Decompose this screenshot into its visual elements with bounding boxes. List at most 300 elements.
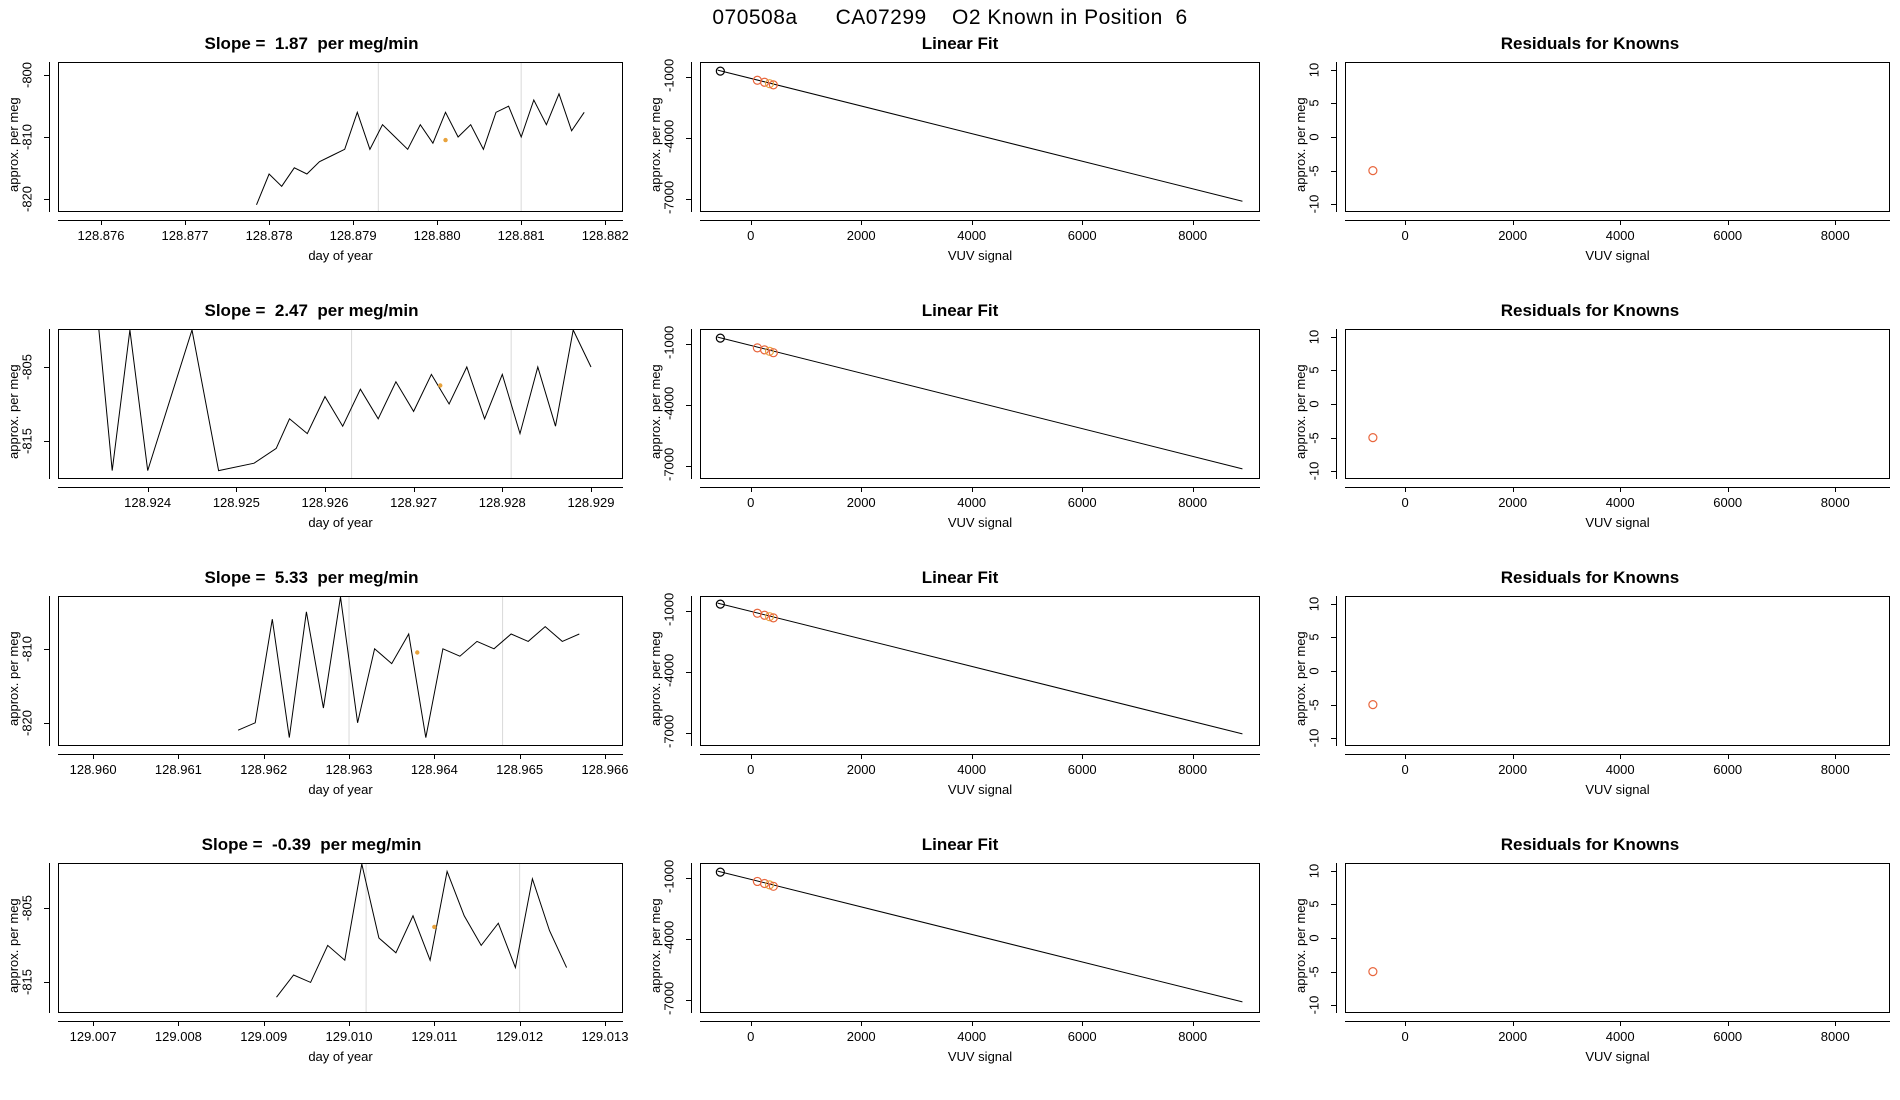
x-axis-label: VUV signal: [947, 248, 1013, 263]
y-tick-label: -1000: [661, 859, 677, 894]
panel-row1-residuals: [1280, 30, 1900, 297]
y-tick-label: -5: [1306, 164, 1322, 177]
x-tick: [591, 487, 592, 492]
x-axis-label: day of year: [308, 515, 373, 530]
y-axis: [1336, 596, 1337, 746]
y-tick-label: -4000: [661, 920, 677, 954]
page-title: 070508a CA07299 O2 Known in Position 6: [712, 6, 1188, 29]
x-tick-label: 129.007: [69, 1029, 117, 1044]
plot-area-row4-fit: [700, 863, 1260, 1013]
x-tick: [437, 220, 438, 225]
x-axis-label: day of year: [308, 1049, 373, 1064]
y-axis: [1336, 329, 1337, 479]
x-tick: [861, 1021, 862, 1026]
x-tick: [148, 487, 149, 492]
panel-row2-fit: [640, 297, 1280, 564]
y-tick-label: -10: [1306, 728, 1322, 748]
x-tick: [1513, 487, 1514, 492]
x-tick-label: 2000: [846, 1029, 876, 1044]
x-tick-label: 6000: [1067, 228, 1097, 243]
x-tick-label: 0: [747, 228, 755, 243]
x-tick-label: 6000: [1067, 762, 1097, 777]
y-tick-label: 0: [1306, 667, 1322, 675]
y-tick: [44, 367, 49, 368]
x-tick: [1082, 487, 1083, 492]
x-tick-label: 8000: [1820, 228, 1850, 243]
panel-title: Residuals for Knowns: [1500, 835, 1680, 854]
x-axis: [58, 220, 623, 221]
plot-grid: [0, 30, 1900, 1100]
x-tick: [1513, 754, 1514, 759]
y-tick: [1331, 637, 1336, 638]
x-tick-label: 128.927: [390, 495, 438, 510]
x-tick-label: 128.929: [567, 495, 615, 510]
x-tick: [1193, 1021, 1194, 1026]
plot-canvas: [59, 597, 622, 745]
x-tick-label: 6000: [1067, 1029, 1097, 1044]
y-axis: [49, 863, 50, 1013]
panel-title: Residuals for Knowns: [1500, 301, 1680, 320]
x-axis-label: VUV signal: [947, 515, 1013, 530]
panel-row4-residuals: [1280, 831, 1900, 1098]
x-tick: [93, 754, 94, 759]
y-tick-label: -7000: [661, 447, 677, 481]
x-tick: [1835, 1021, 1836, 1026]
panel-title: Linear Fit: [921, 301, 999, 320]
x-tick-label: 129.009: [240, 1029, 288, 1044]
y-tick-label: -1000: [661, 325, 677, 360]
x-tick: [1082, 754, 1083, 759]
plot-canvas: [1346, 864, 1889, 1012]
y-axis: [1336, 62, 1337, 212]
x-tick-label: 4000: [957, 1029, 987, 1044]
plot-canvas: [1346, 597, 1889, 745]
x-tick-label: 128.882: [581, 228, 629, 243]
y-tick: [44, 441, 49, 442]
x-tick-label: 4000: [957, 495, 987, 510]
x-axis: [1345, 754, 1890, 755]
y-axis-label: approx. per meg: [6, 898, 21, 993]
y-tick: [686, 878, 691, 879]
x-tick: [1620, 487, 1621, 492]
x-tick: [1405, 487, 1406, 492]
x-tick: [1405, 220, 1406, 225]
x-tick-label: 128.877: [161, 228, 209, 243]
plot-area-row2-timeseries: [58, 329, 623, 479]
y-tick-label: -7000: [661, 714, 677, 748]
y-tick: [686, 466, 691, 467]
panel-row1-timeseries: [0, 30, 640, 297]
x-tick-label: 2000: [1498, 762, 1528, 777]
y-tick-label: 0: [1306, 133, 1322, 141]
y-tick: [686, 733, 691, 734]
plot-canvas: [701, 597, 1259, 745]
x-tick-label: 0: [1401, 495, 1409, 510]
y-tick: [1331, 671, 1336, 672]
panel-title: Slope = 1.87 per meg/min: [204, 34, 419, 53]
x-axis: [1345, 1021, 1890, 1022]
x-tick: [264, 1021, 265, 1026]
y-tick: [1331, 70, 1336, 71]
x-tick-label: 4000: [957, 228, 987, 243]
y-tick: [44, 649, 49, 650]
y-tick-label: -800: [19, 62, 35, 89]
y-tick: [686, 138, 691, 139]
x-tick-label: 2000: [1498, 495, 1528, 510]
y-tick: [1331, 137, 1336, 138]
y-tick-label: -805: [19, 353, 35, 381]
y-tick-label: -5: [1306, 698, 1322, 711]
panel-title: Slope = 2.47 per meg/min: [204, 301, 419, 320]
y-tick-label: -810: [19, 635, 35, 662]
x-tick-label: 0: [747, 495, 755, 510]
x-tick-label: 6000: [1067, 495, 1097, 510]
y-tick: [44, 199, 49, 200]
y-tick-label: -4000: [661, 119, 677, 153]
y-tick-label: 0: [1306, 934, 1322, 942]
x-tick: [1620, 1021, 1621, 1026]
x-tick-label: 128.925: [212, 495, 260, 510]
y-tick-label: 10: [1306, 62, 1322, 77]
x-tick: [1728, 1021, 1729, 1026]
x-tick-label: 128.926: [301, 495, 349, 510]
x-tick: [1620, 220, 1621, 225]
x-tick-label: 129.008: [154, 1029, 202, 1044]
y-axis: [49, 62, 50, 212]
y-tick: [686, 1000, 691, 1001]
plot-canvas: [59, 63, 622, 211]
x-tick: [751, 220, 752, 225]
x-tick-label: 8000: [1820, 1029, 1850, 1044]
y-axis-label: approx. per meg: [1293, 364, 1308, 459]
x-tick-label: 8000: [1178, 762, 1208, 777]
x-tick: [1193, 754, 1194, 759]
x-tick: [1405, 754, 1406, 759]
y-tick: [44, 723, 49, 724]
y-tick: [44, 982, 49, 983]
panel-row4-fit: [640, 831, 1280, 1098]
x-tick-label: 128.960: [69, 762, 117, 777]
x-axis-label: VUV signal: [1585, 248, 1650, 263]
y-tick: [686, 672, 691, 673]
y-tick-label: -7000: [661, 180, 677, 214]
x-axis: [58, 1021, 623, 1022]
y-tick: [686, 77, 691, 78]
y-tick-label: 10: [1306, 596, 1322, 611]
x-tick: [349, 1021, 350, 1026]
x-tick: [325, 487, 326, 492]
plot-row: [0, 297, 1900, 564]
panel-row2-timeseries: [0, 297, 640, 564]
y-axis: [49, 329, 50, 479]
y-tick: [1331, 904, 1336, 905]
x-tick: [1835, 487, 1836, 492]
x-tick-label: 0: [1401, 228, 1409, 243]
y-tick: [1331, 471, 1336, 472]
x-tick: [1193, 220, 1194, 225]
x-tick: [1513, 1021, 1514, 1026]
x-tick: [178, 754, 179, 759]
x-tick: [1728, 220, 1729, 225]
x-tick: [972, 1021, 973, 1026]
panel-row3-timeseries: [0, 564, 640, 831]
x-tick-label: 0: [747, 762, 755, 777]
x-tick: [1620, 754, 1621, 759]
x-tick-label: 2000: [1498, 228, 1528, 243]
x-tick-label: 4000: [1605, 228, 1635, 243]
y-tick: [1331, 404, 1336, 405]
x-tick-label: 8000: [1178, 1029, 1208, 1044]
plot-area-row2-fit: [700, 329, 1260, 479]
x-tick: [861, 487, 862, 492]
x-tick: [751, 754, 752, 759]
x-tick-label: 6000: [1713, 495, 1743, 510]
y-tick-label: -1000: [661, 592, 677, 627]
panel-row4-timeseries: [0, 831, 640, 1098]
y-tick-label: -820: [19, 185, 35, 212]
x-tick-label: 128.964: [410, 762, 458, 777]
x-axis-label: day of year: [308, 782, 373, 797]
y-tick-label: -5: [1306, 431, 1322, 444]
x-tick: [972, 754, 973, 759]
panel-title: Slope = -0.39 per meg/min: [201, 835, 422, 854]
x-axis-label: VUV signal: [1585, 1049, 1650, 1064]
x-tick: [414, 487, 415, 492]
y-tick: [44, 75, 49, 76]
y-tick: [1331, 171, 1336, 172]
y-tick: [686, 344, 691, 345]
x-tick: [93, 1021, 94, 1026]
x-tick-label: 2000: [846, 762, 876, 777]
x-axis-label: VUV signal: [1585, 782, 1650, 797]
y-tick-label: -5: [1306, 965, 1322, 978]
y-tick: [44, 137, 49, 138]
x-tick: [502, 487, 503, 492]
x-tick-label: 4000: [1605, 762, 1635, 777]
x-tick-label: 129.013: [581, 1029, 629, 1044]
plot-area-row4-residuals: [1345, 863, 1890, 1013]
x-tick-label: 8000: [1820, 762, 1850, 777]
x-tick-label: 128.961: [154, 762, 202, 777]
y-tick: [1331, 1005, 1336, 1006]
y-axis: [691, 329, 692, 479]
y-tick-label: -4000: [661, 386, 677, 420]
y-axis: [691, 596, 692, 746]
plot-canvas: [1346, 63, 1889, 211]
x-tick: [178, 1021, 179, 1026]
y-axis: [1336, 863, 1337, 1013]
x-tick: [264, 754, 265, 759]
x-tick: [101, 220, 102, 225]
x-tick-label: 6000: [1713, 762, 1743, 777]
x-axis-label: day of year: [308, 248, 373, 263]
x-tick: [1728, 487, 1729, 492]
y-axis-label: approx. per meg: [648, 97, 663, 192]
y-tick: [1331, 972, 1336, 973]
y-tick: [1331, 938, 1336, 939]
x-tick-label: 6000: [1713, 228, 1743, 243]
y-axis-label: approx. per meg: [648, 631, 663, 726]
panel-title: Slope = 5.33 per meg/min: [204, 568, 419, 587]
y-axis-label: approx. per meg: [648, 364, 663, 459]
y-tick-label: -815: [19, 427, 35, 455]
x-tick-label: 2000: [1498, 1029, 1528, 1044]
y-axis-label: approx. per meg: [1293, 97, 1308, 192]
x-tick-label: 2000: [846, 228, 876, 243]
y-tick: [1331, 204, 1336, 205]
panel-title: Residuals for Knowns: [1500, 34, 1680, 53]
y-axis-label: approx. per meg: [648, 898, 663, 993]
x-tick-label: 2000: [846, 495, 876, 510]
y-tick-label: 5: [1306, 366, 1322, 374]
x-tick: [972, 220, 973, 225]
x-tick-label: 8000: [1820, 495, 1850, 510]
plot-canvas: [701, 63, 1259, 211]
x-tick: [861, 220, 862, 225]
panel-title: Linear Fit: [921, 34, 999, 53]
x-tick-label: 128.924: [124, 495, 172, 510]
plot-area-row2-residuals: [1345, 329, 1890, 479]
x-tick: [751, 487, 752, 492]
x-tick: [1082, 1021, 1083, 1026]
plot-area-row3-residuals: [1345, 596, 1890, 746]
y-axis: [691, 863, 692, 1013]
x-tick: [1728, 754, 1729, 759]
x-tick: [751, 1021, 752, 1026]
x-tick-label: 0: [1401, 1029, 1409, 1044]
y-tick-label: 0: [1306, 400, 1322, 408]
x-tick: [434, 754, 435, 759]
x-tick: [185, 220, 186, 225]
plot-row: [0, 831, 1900, 1098]
y-tick-label: 5: [1306, 99, 1322, 107]
y-tick: [1331, 370, 1336, 371]
x-tick-label: 128.965: [496, 762, 544, 777]
y-tick-label: 5: [1306, 633, 1322, 641]
x-tick-label: 129.011: [411, 1029, 458, 1044]
x-tick: [1082, 220, 1083, 225]
x-tick-label: 128.962: [240, 762, 288, 777]
panel-row1-fit: [640, 30, 1280, 297]
x-axis: [1345, 487, 1890, 488]
x-tick-label: 8000: [1178, 228, 1208, 243]
y-tick-label: -10: [1306, 995, 1322, 1015]
x-tick: [520, 1021, 521, 1026]
y-tick: [686, 611, 691, 612]
x-axis: [700, 487, 1260, 488]
y-tick: [1331, 871, 1336, 872]
y-tick: [1331, 705, 1336, 706]
x-tick: [972, 487, 973, 492]
y-axis-label: approx. per meg: [6, 97, 21, 192]
x-tick-label: 0: [747, 1029, 755, 1044]
x-tick-label: 128.878: [245, 228, 293, 243]
plot-canvas: [59, 864, 622, 1012]
x-axis: [58, 487, 623, 488]
x-axis: [58, 754, 623, 755]
x-tick-label: 129.010: [325, 1029, 373, 1044]
x-tick: [353, 220, 354, 225]
x-tick-label: 128.881: [497, 228, 545, 243]
y-tick: [1331, 337, 1336, 338]
x-tick-label: 128.928: [478, 495, 526, 510]
y-axis-label: approx. per meg: [6, 631, 21, 726]
y-tick: [1331, 103, 1336, 104]
plot-row: [0, 564, 1900, 831]
y-tick-label: -805: [19, 895, 35, 922]
plot-area-row4-timeseries: [58, 863, 623, 1013]
x-axis: [1345, 220, 1890, 221]
y-tick-label: -10: [1306, 461, 1322, 481]
y-tick: [1331, 738, 1336, 739]
y-tick: [686, 939, 691, 940]
x-tick-label: 0: [1401, 762, 1409, 777]
x-tick-label: 6000: [1713, 1029, 1743, 1044]
x-tick-label: 4000: [957, 762, 987, 777]
panel-row3-residuals: [1280, 564, 1900, 831]
panel-title: Residuals for Knowns: [1500, 568, 1680, 587]
plot-area-row3-fit: [700, 596, 1260, 746]
y-tick-label: -815: [19, 969, 35, 996]
x-axis: [700, 754, 1260, 755]
y-tick-label: -810: [19, 123, 35, 151]
y-tick: [44, 908, 49, 909]
y-tick-label: -4000: [661, 653, 677, 687]
y-axis: [49, 596, 50, 746]
x-tick: [269, 220, 270, 225]
y-tick: [1331, 438, 1336, 439]
plot-area-row3-timeseries: [58, 596, 623, 746]
x-axis: [700, 1021, 1260, 1022]
plot-area-row1-fit: [700, 62, 1260, 212]
panel-title: Linear Fit: [921, 568, 999, 587]
x-tick: [1405, 1021, 1406, 1026]
plot-canvas: [1346, 330, 1889, 478]
x-tick: [605, 220, 606, 225]
plot-area-row1-residuals: [1345, 62, 1890, 212]
x-axis-label: VUV signal: [1585, 515, 1650, 530]
x-tick: [349, 754, 350, 759]
x-tick-label: 8000: [1178, 495, 1208, 510]
y-axis: [691, 62, 692, 212]
x-tick: [434, 1021, 435, 1026]
y-tick-label: -820: [19, 709, 35, 736]
plot-canvas: [59, 330, 622, 478]
panel-row2-residuals: [1280, 297, 1900, 564]
x-tick-label: 128.963: [325, 762, 373, 777]
x-tick-label: 129.012: [496, 1029, 544, 1044]
x-axis-label: VUV signal: [947, 782, 1013, 797]
y-tick-label: -1000: [661, 58, 677, 93]
y-axis-label: approx. per meg: [6, 364, 21, 459]
y-tick: [686, 199, 691, 200]
x-tick: [1835, 220, 1836, 225]
x-tick: [521, 220, 522, 225]
plot-canvas: [701, 864, 1259, 1012]
y-tick: [1331, 604, 1336, 605]
y-tick-label: 10: [1306, 329, 1322, 344]
x-tick: [1513, 220, 1514, 225]
x-tick-label: 4000: [1605, 1029, 1635, 1044]
x-axis: [700, 220, 1260, 221]
plot-canvas: [701, 330, 1259, 478]
panel-row3-fit: [640, 564, 1280, 831]
y-axis-label: approx. per meg: [1293, 631, 1308, 726]
x-axis-label: VUV signal: [947, 1049, 1013, 1064]
plot-row: [0, 30, 1900, 297]
x-tick-label: 4000: [1605, 495, 1635, 510]
y-tick-label: 5: [1306, 900, 1322, 908]
